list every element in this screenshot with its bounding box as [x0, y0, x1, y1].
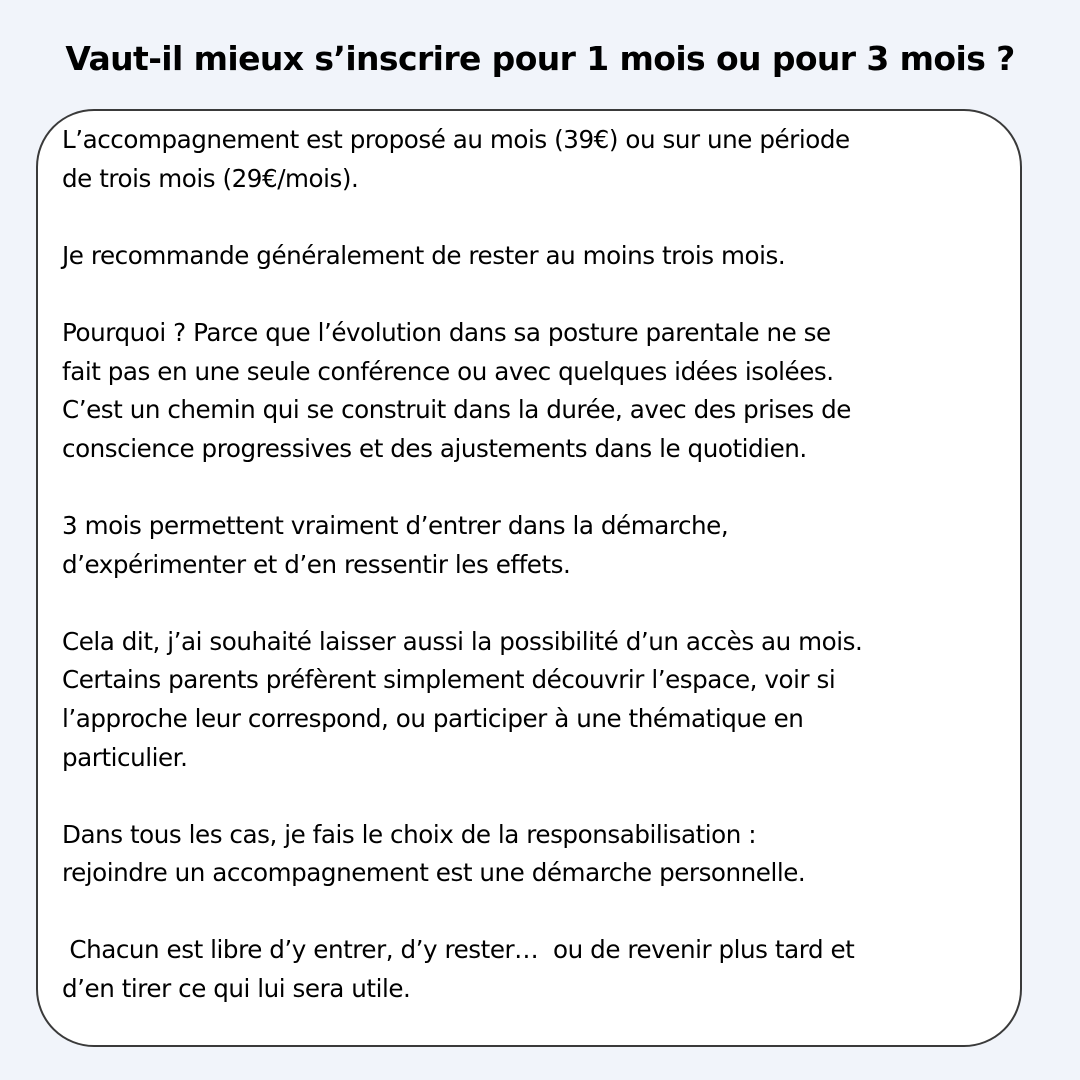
text-line: d’en tirer ce qui lui sera utile. — [62, 974, 411, 1004]
text-line: de trois mois (29€/mois). — [62, 163, 359, 193]
text-line: fait pas en une seule conférence ou avec quelques idées isolées. — [62, 356, 834, 386]
text-line: particulier. — [62, 742, 188, 772]
text-line: Je recommande généralement de rester au moins trois mois. — [62, 240, 786, 270]
text-line: Chacun est libre d’y entrer, d’y rester… ou de revenir plus tard et — [62, 935, 855, 965]
paragraph-freedom — [62, 931, 1022, 1008]
card-text — [62, 121, 1022, 1009]
text-line: l’approche leur correspond, ou participer à une thématique en — [62, 703, 804, 733]
text-line: Certains parents préfèrent simplement découvrir l’espace, voir si — [62, 665, 836, 695]
text-line: 3 mois permettent vraiment d’entrer dans la démarche, — [62, 510, 729, 540]
paragraph-responsibility — [62, 816, 1022, 893]
paragraph-three-months — [62, 507, 1022, 584]
text-line: d’expérimenter et d’en ressentir les effets. — [62, 549, 571, 579]
text-line: Cela dit, j’ai souhaité laisser aussi la possibilité d’un accès au mois. — [62, 626, 863, 656]
page-title: Vaut-il mieux s’inscrire pour 1 mois ou pour 3 mois ? — [65, 39, 1015, 78]
text-line: rejoindre un accompagnement est une démarche personnelle. — [62, 858, 806, 888]
paragraph-monthly-access — [62, 623, 1022, 777]
text-line: C’est un chemin qui se construit dans la durée, avec des prises de — [62, 395, 851, 425]
text-line: Pourquoi ? Parce que l’évolution dans sa posture parentale ne se — [62, 317, 831, 347]
text-line: L’accompagnement est proposé au mois (39€) ou sur une période — [62, 125, 850, 154]
text-line: Dans tous les cas, je fais le choix de la responsabilisation : — [62, 819, 757, 849]
paragraph-pricing — [62, 121, 1022, 198]
paragraph-why — [62, 314, 1022, 468]
paragraph-recommendation — [62, 237, 1022, 276]
text-line: conscience progressives et des ajustements dans le quotidien. — [62, 433, 807, 463]
